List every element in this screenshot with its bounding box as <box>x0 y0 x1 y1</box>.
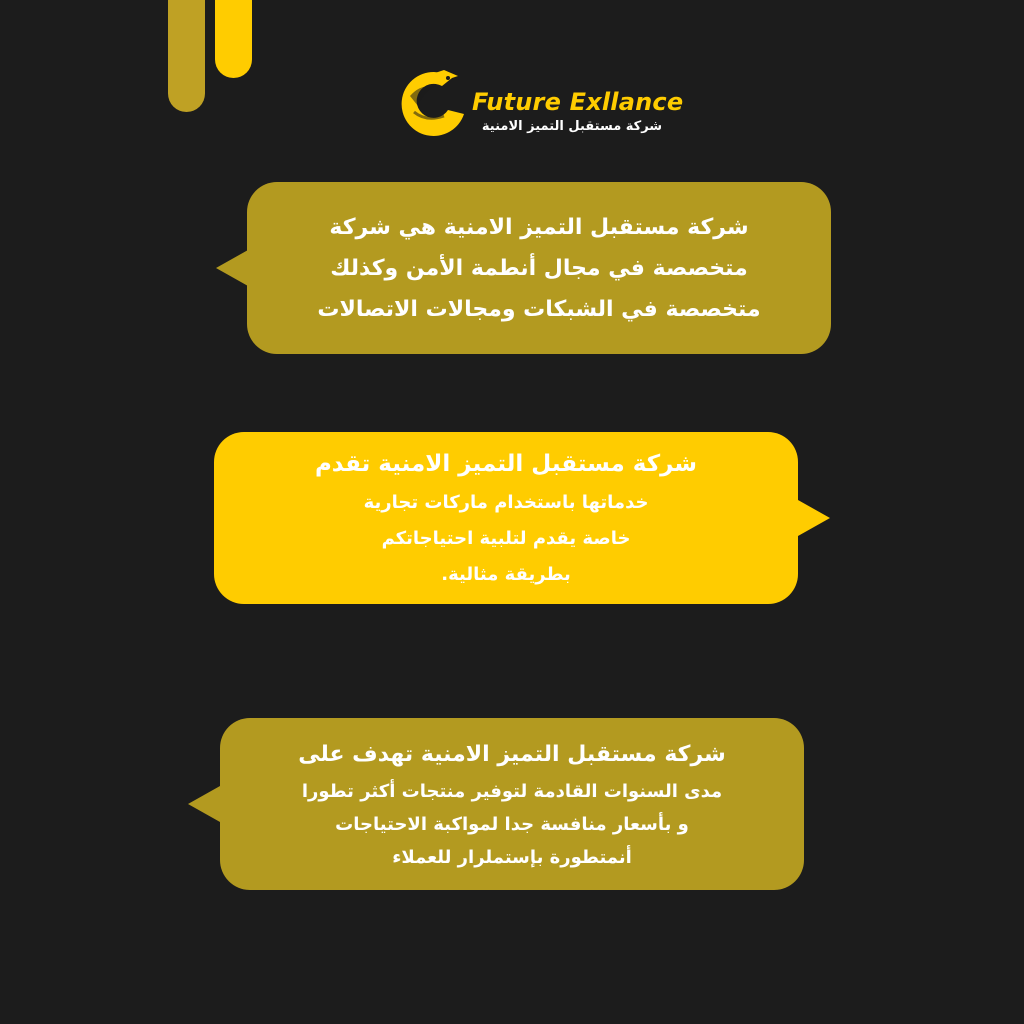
speech-bubble-goals <box>220 718 804 890</box>
bubble-text-line: شركة مستقبل التميز الامنية هي شركة <box>329 214 749 240</box>
decorative-bar-gold <box>168 0 205 112</box>
decorative-bar-yellow <box>215 0 252 78</box>
bubble-text-line: متخصصة في مجال أنطمة الأمن وكذلك <box>330 255 748 281</box>
brand-name: Future Exllance <box>472 88 684 116</box>
bubble-text-line: أنمتطورة بإستملرار للعملاء <box>392 846 632 868</box>
speech-bubble-tail <box>188 786 220 822</box>
speech-bubble-tail <box>216 250 248 286</box>
bubble-text-line: و بأسعار منافسة جدا لمواكبة الاحتياجات <box>335 813 689 835</box>
bubble-text-line: خاصة يقدم لتلبية احتياجاتكم <box>381 528 631 549</box>
bubble-text-line: شركة مستقبل التميز الامنية تقدم <box>314 451 698 477</box>
speech-bubble-about <box>247 182 831 354</box>
bubble-text-line: مدى السنوات القادمة لتوفير منتجات أكثر تطورا <box>301 780 723 802</box>
bubble-text-line: بطريقة مثالية. <box>441 564 571 585</box>
bubble-text-line: متخصصة في الشبكات ومجالات الاتصالات <box>317 296 761 322</box>
speech-bubble-services <box>214 432 798 604</box>
bubble-text-line: شركة مستقبل التميز الامنية تهدف على <box>298 741 726 767</box>
brand-arabic-name: شركة مستقبل التميز الامنية <box>481 119 663 134</box>
speech-bubble-tail <box>798 500 830 536</box>
company-logo <box>392 62 682 146</box>
eagle-logo-icon <box>396 66 472 142</box>
bubble-text-line: خدماتها باستخدام ماركات تجارية <box>363 492 649 513</box>
